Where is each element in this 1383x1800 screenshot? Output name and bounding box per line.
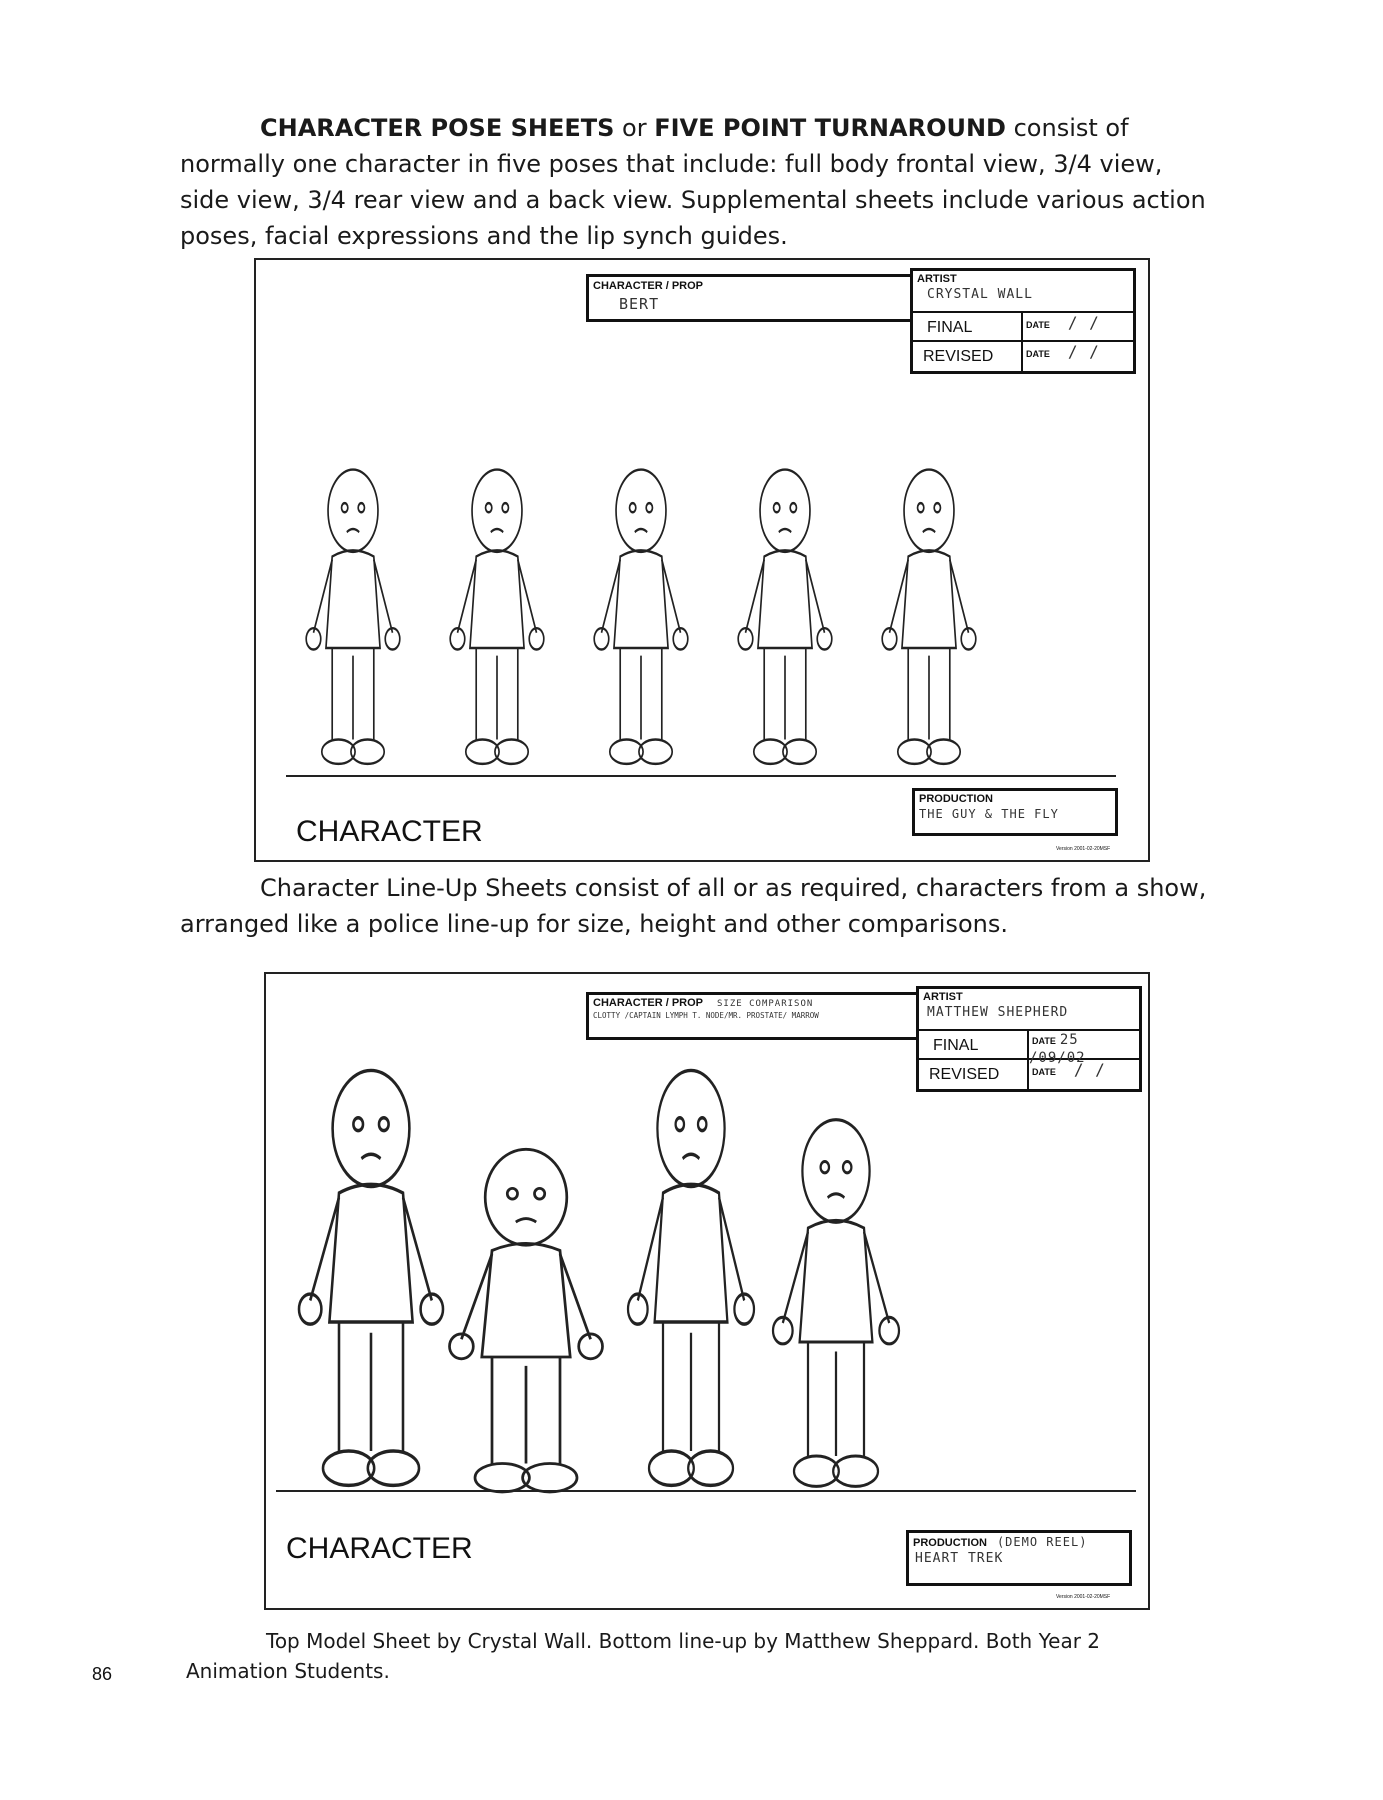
final-label: FINAL	[913, 313, 1023, 342]
production-value: HEART TREK	[915, 1551, 1004, 1566]
final-label: FINAL	[919, 1031, 1029, 1060]
revised-date: DATE / /	[1032, 1060, 1106, 1079]
intro-or: or	[614, 114, 655, 142]
character-prop-value: BERT	[619, 295, 660, 313]
artist-value: MATTHEW SHEPHERD	[927, 1005, 1069, 1020]
production-box	[912, 788, 1118, 836]
ground-line	[286, 775, 1116, 777]
character-prop-note: SIZE COMPARISON	[717, 999, 814, 1009]
page-number: 86	[92, 1664, 113, 1684]
artist-label: ARTIST	[923, 991, 963, 1003]
term-turnaround: FIVE POINT TURNAROUND	[654, 114, 1006, 142]
production-value: THE GUY & THE FLY	[919, 807, 1059, 821]
term-pose-sheets: CHARACTER POSE SHEETS	[260, 114, 615, 142]
revised-label: REVISED	[913, 342, 1023, 371]
lineup-paragraph: Character Line-Up Sheets consist of all or as required, characters from a show, arranged like a police line-up for size, height and other comparisons.	[180, 874, 1207, 938]
character-prop-value: CLOTTY /CAPTAIN LYMPH T. NODE/MR. PROSTATE/ MARROW	[593, 1011, 819, 1020]
bert-pose-three-quarter	[445, 465, 549, 770]
character-marrow	[766, 1114, 906, 1494]
model-sheet-bert	[254, 258, 1150, 862]
bert-pose-three-quarter-rear	[733, 465, 837, 770]
caption: Top Model Sheet by Crystal Wall. Bottom line-up by Matthew Sheppard. Both Year 2 Animation Students.	[186, 1629, 1101, 1683]
production-label: PRODUCTION	[913, 1537, 987, 1549]
lineup-sheet	[264, 972, 1150, 1610]
character-prop-label: CHARACTER / PROP	[593, 280, 704, 292]
character-prop-box	[586, 274, 913, 322]
artist-block	[916, 986, 1142, 1092]
version-text: Version 2001-02-20MSF	[1056, 846, 1111, 852]
revised-label: REVISED	[919, 1060, 1029, 1089]
artist-block	[910, 268, 1136, 374]
bert-pose-front	[301, 465, 405, 770]
character-prop-box	[586, 992, 919, 1040]
intro-paragraph	[180, 110, 1210, 254]
revised-date: DATE / /	[1026, 342, 1100, 361]
bert-pose-back	[877, 465, 981, 770]
character-mr-prostate	[621, 1064, 761, 1494]
artist-label: ARTIST	[917, 273, 957, 285]
character-captain-lymph-t-node	[441, 1144, 611, 1499]
production-box	[906, 1530, 1132, 1586]
version-text: Version 2001-02-20MSF	[1056, 1594, 1111, 1600]
intro-rest: consist of normally one character in five poses that include: full body frontal view, 3/4 view, side view, 3/4 rear view and a back view. Supplemental sheets include various action poses, facial expressions and the lip synch guides.	[180, 114, 1206, 250]
artist-value: CRYSTAL WALL	[927, 287, 1033, 302]
sheet-title: CHARACTER	[286, 1532, 473, 1565]
bert-pose-side	[589, 465, 693, 770]
character-clotty	[291, 1064, 451, 1494]
production-note: (DEMO REEL)	[996, 1535, 1088, 1549]
sheet-title: CHARACTER	[296, 815, 483, 848]
final-date: DATE / /	[1023, 313, 1133, 342]
character-prop-label: CHARACTER / PROP	[593, 997, 704, 1009]
production-label: PRODUCTION	[919, 793, 993, 805]
final-date: DATE 25 /09/02	[1029, 1031, 1139, 1060]
